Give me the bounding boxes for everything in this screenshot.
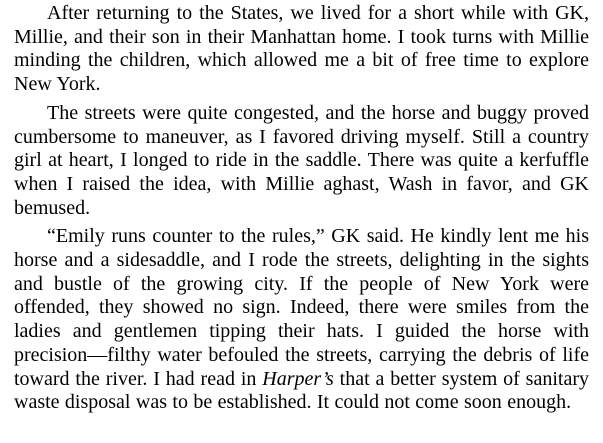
paragraph-3-text-tail: that a better system of sanitary waste disposal was to be established. It could not come soon enough. [14,367,589,414]
paragraph-3 [14,225,589,415]
paragraph-3-text-lead: “Emily runs counter to the rules,” GK said. He kindly lent me his horse and a sidesaddle, and I rode the streets, delighting in the sights and bustle of the growing city. If the people of New York were offended, they showed no sign. Indeed, there were smiles from the ladies and gentlemen tipping their hats. I guided the horse with precision—filthy water befouled the streets, carrying the debris of life toward the river. I had read in [14,225,589,390]
paragraph-2 [14,102,589,221]
paragraph-1-text: After returning to the States, we lived for a short while with GK, Millie, and their son in their Manhattan home. I took turns with Millie minding the children, which allowed me a bit of free time to explore New York. [14,2,589,96]
publication-title-italic: Harper’s [262,367,334,390]
paragraph-1 [14,2,589,97]
paragraph-2-text: The streets were quite congested, and the horse and buggy proved cumbersome to maneuver, as I favored driving myself. Still a country girl at heart, I longed to ride in the saddle. There was quite a kerfuffle when I raised the idea, with Millie aghast, Wash in favor, and GK bemused. [14,101,589,219]
